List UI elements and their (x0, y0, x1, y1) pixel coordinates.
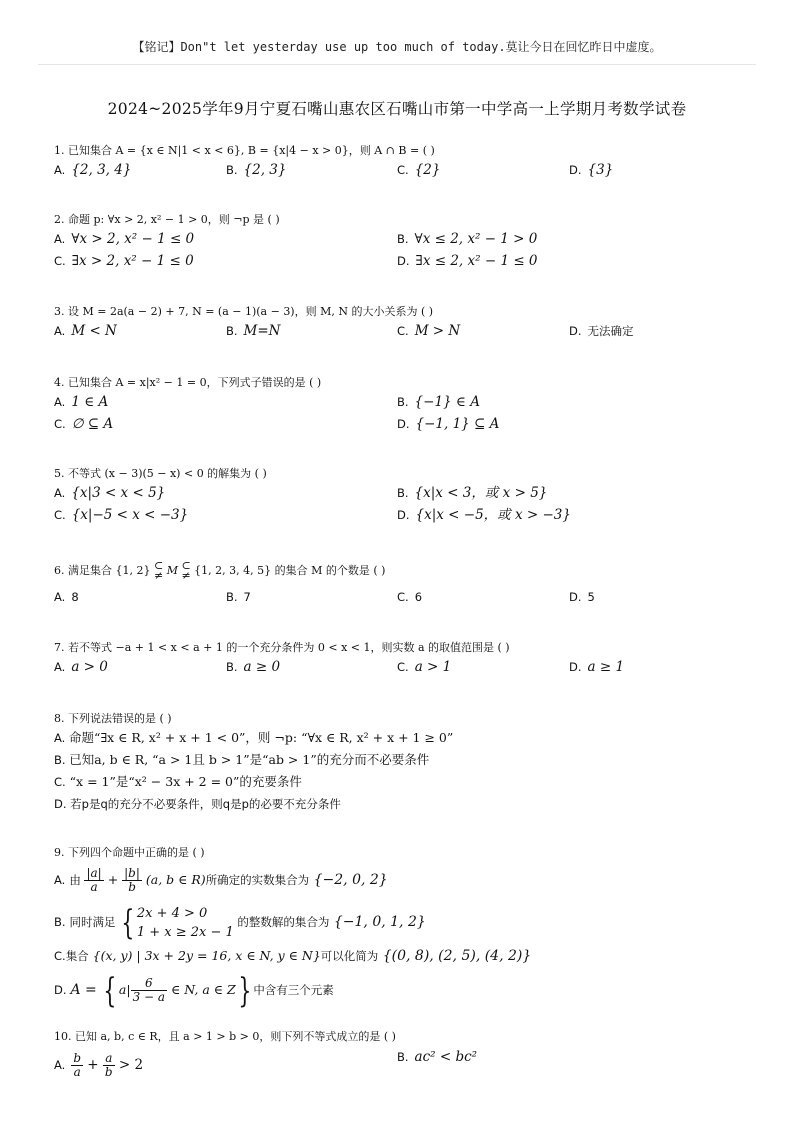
question-stem: 10. 已知 a, b, c ∈ R，且 a > 1 > b > 0，则下列不等式成立的是 ( ) (54, 1030, 396, 1043)
option-d[interactable]: D. ∃x ≤ 2, x² − 1 ≤ 0 (397, 253, 538, 269)
option-d[interactable]: D. a ≥ 1 (569, 659, 625, 675)
system-brace: { (121, 902, 135, 943)
option-c[interactable]: C. ∃x > 2, x² − 1 ≤ 0 (54, 253, 194, 269)
option-b[interactable]: B. ∀x ≤ 2, x² − 1 > 0 (397, 231, 538, 247)
option-c[interactable]: C. M > N (397, 323, 461, 339)
question-8 (54, 711, 754, 815)
question-stem: 5. 不等式 (x − 3)(5 − x) < 0 的解集为 ( ) (54, 467, 267, 480)
option-b[interactable]: B. M=N (226, 323, 281, 339)
option-d[interactable]: D. 若p是q的充分不必要条件，则q是p的必要不充分条件 (54, 797, 341, 811)
option-c[interactable]: C. a > 1 (397, 659, 452, 675)
question-stem: 7. 若不等式 −a + 1 < x < a + 1 的一个充分条件为 0 < x < 1，则实数 a 的取值范围是 ( ) (54, 641, 510, 654)
question-4 (54, 375, 754, 435)
question-3 (54, 304, 754, 342)
header-divider (38, 64, 756, 65)
option-c[interactable]: C.集合 {(x, y) | 3x + 2y = 16, x ∈ N, y ∈ N}可以化简为 {(0, 8), (2, 5), (4, 2)} (54, 948, 532, 964)
option-b[interactable]: B. {x|x < 3，或 x > 5} (397, 485, 548, 501)
option-d[interactable]: D. A = { a| $\frac{6}{3 - a}$ ∈ N, a ∈ Z} 中含有三个元素 (54, 970, 334, 1011)
proper-subset-symbol: ⊂ ≠ (181, 559, 191, 582)
option-d[interactable]: D. {−1, 1} ⊆ A (397, 416, 500, 432)
option-b[interactable]: B. a ≥ 0 (226, 659, 281, 675)
option-a[interactable]: A. $\frac{b}{a}$ + $\frac{a}{b}$ > 2 (54, 1051, 144, 1079)
question-9 (54, 845, 754, 1013)
question-stem: 8. 下列说法错误的是 ( ) (54, 712, 172, 725)
question-7 (54, 640, 754, 678)
question-stem: 6. 满足集合 {1, 2} ⊂ ≠ M ⊂ ≠ {1, 2, 3, 4, 5} 的集合 M 的个数是 ( ) (54, 559, 386, 582)
option-d[interactable]: D. 5 (569, 590, 595, 604)
option-a[interactable]: A. 1 ∈ A (54, 394, 109, 410)
option-a[interactable]: A. a > 0 (54, 659, 108, 675)
option-b[interactable]: B. 7 (226, 590, 251, 604)
question-stem: 4. 已知集合 A = x|x² − 1 = 0，下列式子错误的是 ( ) (54, 376, 322, 389)
option-a[interactable]: A. 8 (54, 590, 79, 604)
option-d[interactable]: D. 无法确定 (569, 324, 634, 338)
option-b[interactable]: B. ac² < bc² (397, 1049, 478, 1065)
option-b[interactable]: B. {−1} ∈ A (397, 394, 480, 410)
option-d[interactable]: D. {3} (569, 162, 614, 178)
question-stem: 1. 已知集合 A = {x ∈ N|1 < x < 6}, B = {x|4 − x > 0}，则 A ∩ B = ( ) (54, 144, 435, 157)
option-c[interactable]: C. 6 (397, 590, 423, 604)
question-1 (54, 143, 754, 181)
option-a[interactable]: A. {x|3 < x < 5} (54, 485, 166, 501)
option-a[interactable]: A. ∀x > 2, x² − 1 ≤ 0 (54, 231, 195, 247)
option-a[interactable]: A. {2, 3, 4} (54, 162, 132, 178)
option-b[interactable]: B. 已知a, b ∈ R, “a > 1且 b > 1”是“ab > 1”的充分而不必要条件 (54, 752, 430, 767)
proper-subset-symbol: ⊂ ≠ (153, 559, 164, 582)
question-stem: 2. 命题 p: ∀x > 2, x² − 1 > 0，则 ¬p 是 ( ) (54, 213, 280, 226)
option-a[interactable]: A. 由 $\frac{|a|}{a}$ + $\frac{|b|}{b}$ (a, b ∈ R)所确定的实数集合为 {−2, 0, 2} (54, 866, 388, 894)
option-c[interactable]: C. {2} (397, 162, 441, 178)
motto-header: 【铭记】Don"t let yesterday use up too much of today.莫让今日在回忆昨日中虚度。 (132, 40, 662, 54)
option-c[interactable]: C. ∅ ⊆ A (54, 416, 114, 432)
option-a[interactable]: A. 命题“∃x ∈ R, x² + x + 1 < 0”，则 ¬p: “∀x ∈ R, x² + x + 1 ≥ 0” (54, 730, 454, 745)
set-brace-right: } (238, 970, 251, 1011)
option-a[interactable]: A. M < N (54, 323, 117, 339)
question-10 (54, 1029, 754, 1085)
question-stem: 9. 下列四个命题中正确的是 ( ) (54, 846, 205, 859)
question-5 (54, 466, 754, 526)
option-b[interactable]: B. 同时满足 { 2x + 4 > 0 1 + x ≥ 2x − 1 的整数解的集合为 {−1, 0, 1, 2} (54, 902, 426, 943)
option-b[interactable]: B. {2, 3} (226, 162, 287, 178)
question-6 (54, 556, 754, 608)
set-brace-left: { (103, 970, 117, 1011)
exam-title: 2024~2025学年9月宁夏石嘴山惠农区石嘴山市第一中学高一上学期月考数学试卷 (107, 100, 687, 118)
option-c[interactable]: C. {x|−5 < x < −3} (54, 507, 189, 523)
question-stem: 3. 设 M = 2a(a − 2) + 7, N = (a − 1)(a − 3)，则 M, N 的大小关系为 ( ) (54, 305, 434, 318)
option-d[interactable]: D. {x|x < −5，或 x > −3} (397, 507, 571, 523)
option-c[interactable]: C. “x = 1”是“x² − 3x + 2 = 0”的充要条件 (54, 774, 302, 789)
question-2 (54, 212, 754, 272)
